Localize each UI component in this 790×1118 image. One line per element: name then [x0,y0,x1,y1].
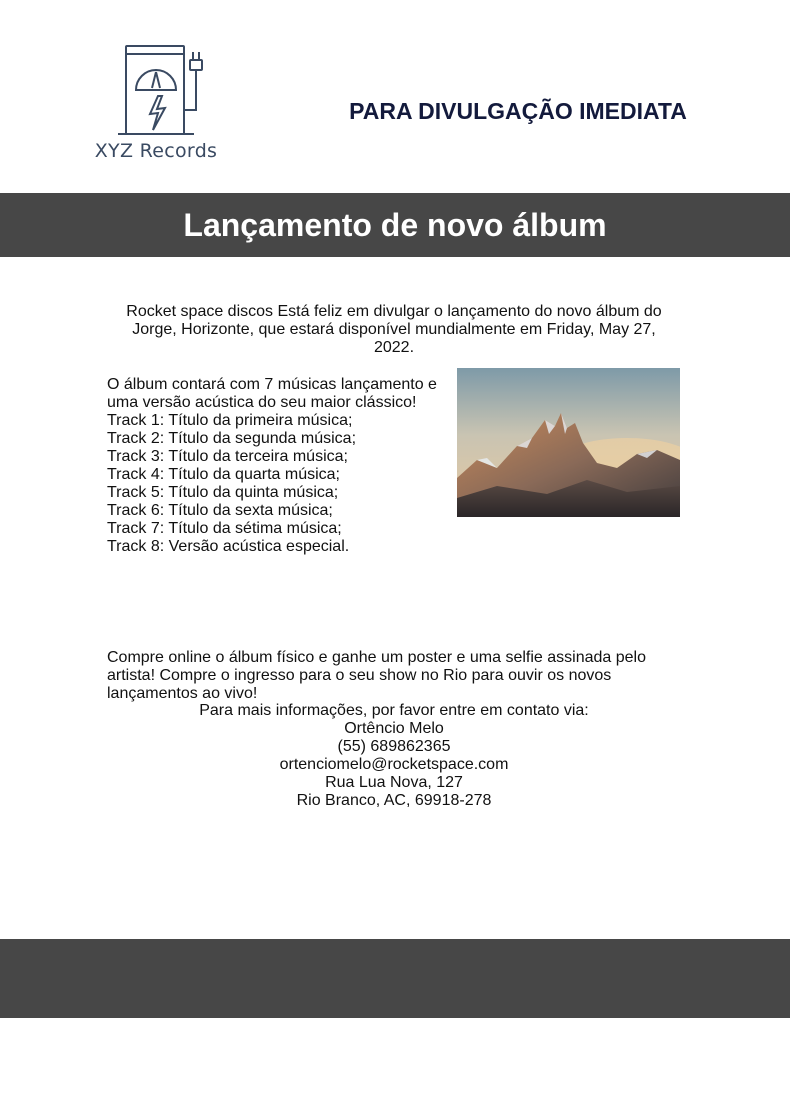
contact-name: Ortêncio Melo [344,720,444,737]
logo-wordmark: XYZ Records [94,140,218,162]
contact-block [110,702,678,810]
title-band [0,193,790,257]
contact-intro: Para mais informações, por favor entre em contato via: [199,702,589,719]
contact-phone: (55) 689862365 [337,738,451,755]
promo-paragraph: Compre online o álbum físico e ganhe um poster e uma selfie assinada pelo artista! Compre o ingresso para o seu show no Rio para ouvir os novos lançamentos ao vivo! [107,649,646,702]
intro-paragraph: Rocket space discos Está feliz em divulgar o lançamento do novo álbum do Jorge, Horizonte, que estará disponível mundialmente em Friday, May 27, 2022. [126,303,662,356]
release-label: PARA DIVULGAÇÃO IMEDIATA [349,98,687,124]
track-item: Track 7: Título da sétima música; [107,520,342,537]
album-info [107,376,447,556]
contact-city: Rio Branco, AC, 69918-278 [296,792,492,809]
plug-machine-icon [114,40,206,140]
contact-email: ortenciomelo@rocketspace.com [279,756,509,773]
contact-street: Rua Lua Nova, 127 [325,774,463,791]
track-list [107,412,447,556]
track-item: Track 1: Título da primeira música; [107,412,353,429]
track-item: Track 3: Título da terceira música; [107,448,348,465]
company-logo [86,40,226,166]
track-item: Track 2: Título da segunda música; [107,430,357,447]
track-item: Track 6: Título da sexta música; [107,502,333,519]
footer-band [0,939,790,1018]
track-item: Track 4: Título da quarta música; [107,466,340,483]
page-title: Lançamento de novo álbum [183,206,607,243]
mountain-image [457,368,680,517]
album-description: O álbum contará com 7 músicas lançamento e uma versão acústica do seu maior clássico! [107,376,437,411]
track-item: Track 8: Versão acústica especial. [107,538,350,555]
track-item: Track 5: Título da quinta música; [107,484,339,501]
